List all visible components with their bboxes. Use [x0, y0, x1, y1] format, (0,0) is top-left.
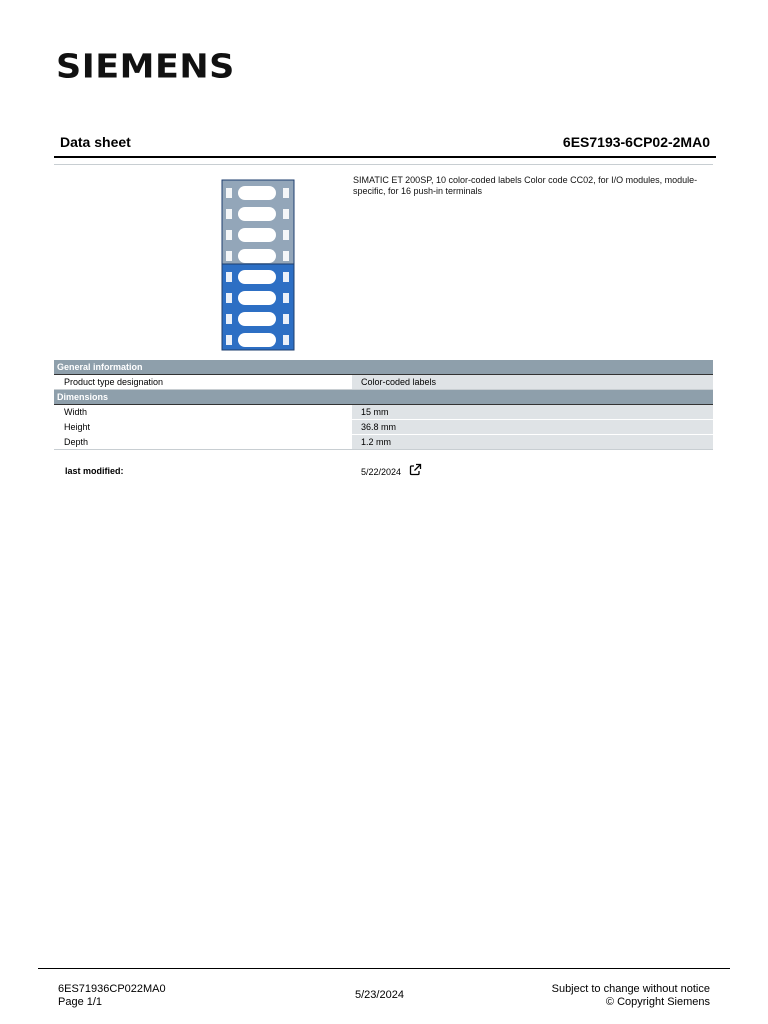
footer-notice: Subject to change without notice: [551, 983, 710, 995]
footer-copyright: © Copyright Siemens: [605, 996, 710, 1008]
row-key: Height: [64, 422, 91, 432]
table-row: [54, 435, 713, 450]
header-divider: [54, 164, 713, 165]
row-value: 36.8 mm: [361, 422, 397, 432]
doc-type-title: Data sheet: [60, 134, 131, 150]
footer-divider: [38, 968, 730, 969]
row-value: 15 mm: [361, 407, 389, 417]
last-modified-date: 5/22/2024: [361, 467, 402, 477]
footer-date: 5/23/2024: [355, 989, 404, 1001]
external-link-icon[interactable]: [409, 463, 422, 476]
footer-right: [552, 983, 710, 1009]
table-row: [54, 375, 713, 390]
value-cell-bg: [352, 420, 713, 434]
row-value: 1.2 mm: [361, 437, 392, 447]
row-value: Color-coded labels: [361, 377, 437, 387]
spec-table: [54, 360, 713, 450]
row-key: Product type designation: [64, 377, 164, 387]
product-description: SIMATIC ET 200SP, 10 color-coded labels Color code CC02, for I/O modules, module-specific, for 16 push-in terminals: [353, 175, 698, 196]
footer-page: Page 1/1: [58, 996, 103, 1008]
row-key: Width: [64, 407, 88, 417]
footer-file-id: 6ES71936CP022MA0: [58, 983, 166, 995]
value-cell-bg: [352, 405, 713, 419]
value-cell-bg: [352, 435, 713, 449]
table-row: [54, 405, 713, 420]
siemens-logo: SIEMENS: [56, 48, 235, 86]
row-key: Depth: [64, 437, 89, 447]
section-header-dimensions: Dimensions: [54, 390, 713, 405]
last-modified-label: last modified:: [65, 466, 124, 476]
section-header-general: General information: [54, 360, 713, 375]
title-row: [54, 134, 716, 158]
table-row: [54, 420, 713, 435]
article-number: 6ES7193-6CP02-2MA0: [562, 134, 710, 150]
footer-left: [58, 983, 166, 1009]
product-image: [220, 178, 296, 352]
